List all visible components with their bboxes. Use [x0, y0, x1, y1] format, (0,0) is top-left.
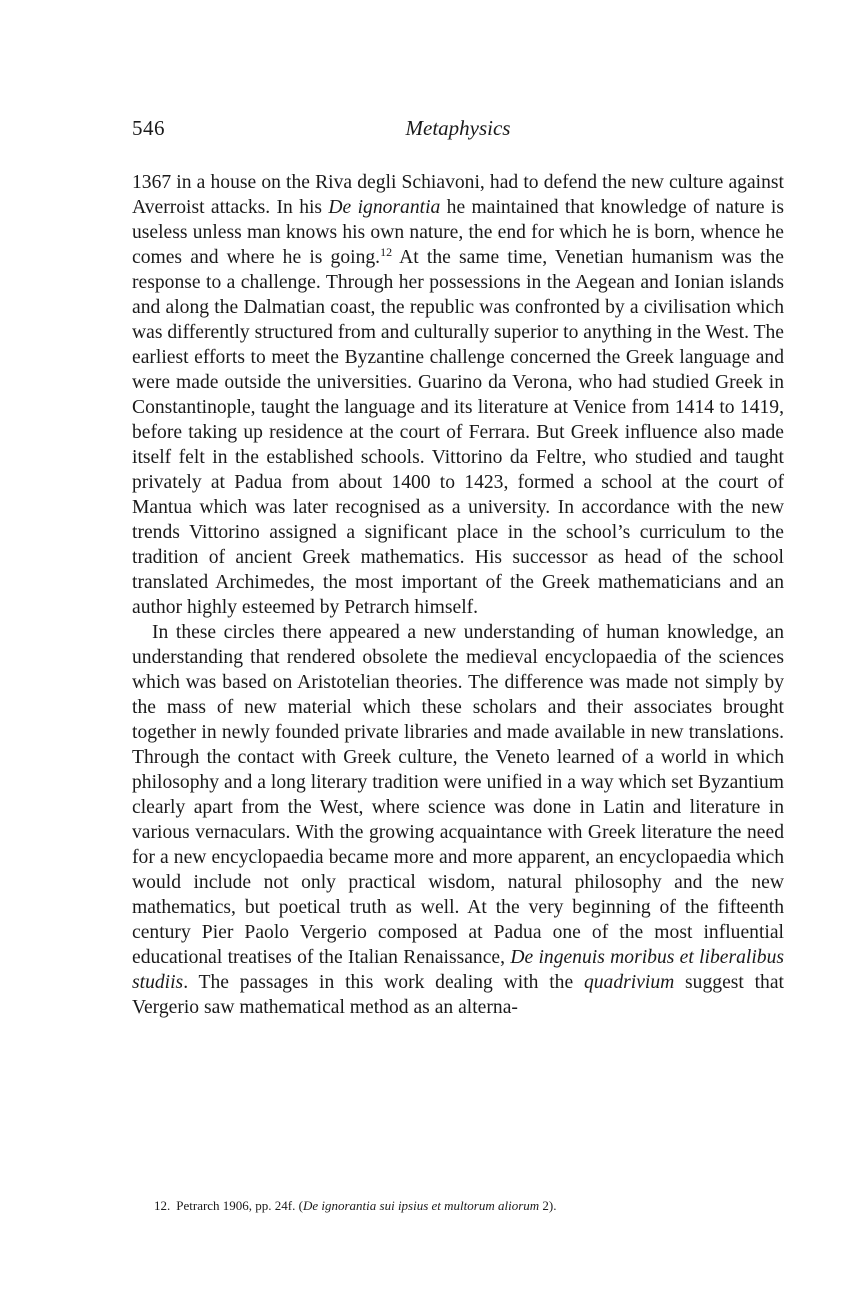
footnote	[154, 1197, 784, 1215]
paragraph-2-text-1: In these circles there appeared a new understanding of human knowledge, an understanding that rendered obsolete the medieval encyclopaedia of the sciences which was based on Aristotelian theories. The difference was made not simply by the mass of new material which these scholars and their associates brought together in newly founded private libraries and made available in new translations. Through the contact with Greek culture, the Veneto learned of a world in which philosophy and a long literary tradition were unified in a way which set Byzantium clearly apart from the West, where science was done in Latin and literature in various vernaculars. With the growing acquaintance with Greek literature the need for a new encyclopaedia became more and more apparent, an encyclopaedia which would include not only practical wisdom, natural philosophy and the new mathematics, but poetical truth as well. At the very beginning of the fifteenth century Pier Paolo Vergerio composed at Padua one of the most influential educational treatises of the Italian Renaissance,	[132, 622, 784, 968]
paragraph-2	[132, 620, 784, 1020]
page-number: 546	[132, 116, 165, 140]
footnote-text: Petrarch 1906, pp. 24f. (	[176, 1198, 303, 1213]
footnote-number: 12.	[154, 1198, 171, 1213]
title-de-ignorantia: De ignorantia	[328, 197, 441, 218]
paragraph-1	[132, 170, 784, 620]
paragraph-1-text-1: 1367 in a house on the Riva degli Schiavoni, had to defend the new culture against Averroist attacks. In his	[132, 172, 784, 218]
paragraph-2-text-3: suggest that Vergerio saw mathematical method as an alterna-	[132, 972, 784, 1018]
term-quadrivium: quadrivium	[583, 972, 675, 993]
footnote-title: De ignorantia sui ipsius et multorum aliorum	[302, 1198, 540, 1213]
running-head	[132, 116, 784, 146]
paragraph-1-text-3: At the same time, Venetian humanism was the response to a challenge. Through her possessions in the Aegean and Ionian islands and along the Dalmatian coast, the republic was confronted by a civilisation which was differently structured from and culturally superior to anything in the West. The earliest efforts to meet the Byzantine challenge concerned the Greek language and were made outside the universities. Guarino da Verona, who had studied Greek in Constantinople, taught the language and its literature at Venice from 1414 to 1419, before taking up residence at the court of Ferrara. But Greek influence also made itself felt in the established schools. Vittorino da Feltre, who studied and taught privately at Padua from about 1400 to 1423, formed a school at the court of Mantua which was later recognised as a university. In accordance with the new trends Vittorino assigned a significant place in the school’s curriculum to the tradition of ancient Greek mathematics. His successor as head of the school translated Archimedes, the most important of the Greek mathematicians and an author highly esteemed by Petrarch himself.	[132, 247, 784, 618]
running-title: Metaphysics	[405, 116, 511, 140]
body-text	[132, 170, 784, 1020]
footnote-end: 2).	[539, 1198, 557, 1213]
footnote-reference: 12	[380, 245, 393, 259]
title-de-ingenuis-moribus: De ingenuis moribus et liberalibus studiis	[132, 947, 785, 993]
paragraph-2-text-2: . The passages in this work dealing with the	[183, 972, 584, 993]
paragraph-1-text-2: he maintained that knowledge of nature is useless unless man knows his own nature, the end for which he is born, whence he comes and where he is going.	[132, 197, 784, 268]
